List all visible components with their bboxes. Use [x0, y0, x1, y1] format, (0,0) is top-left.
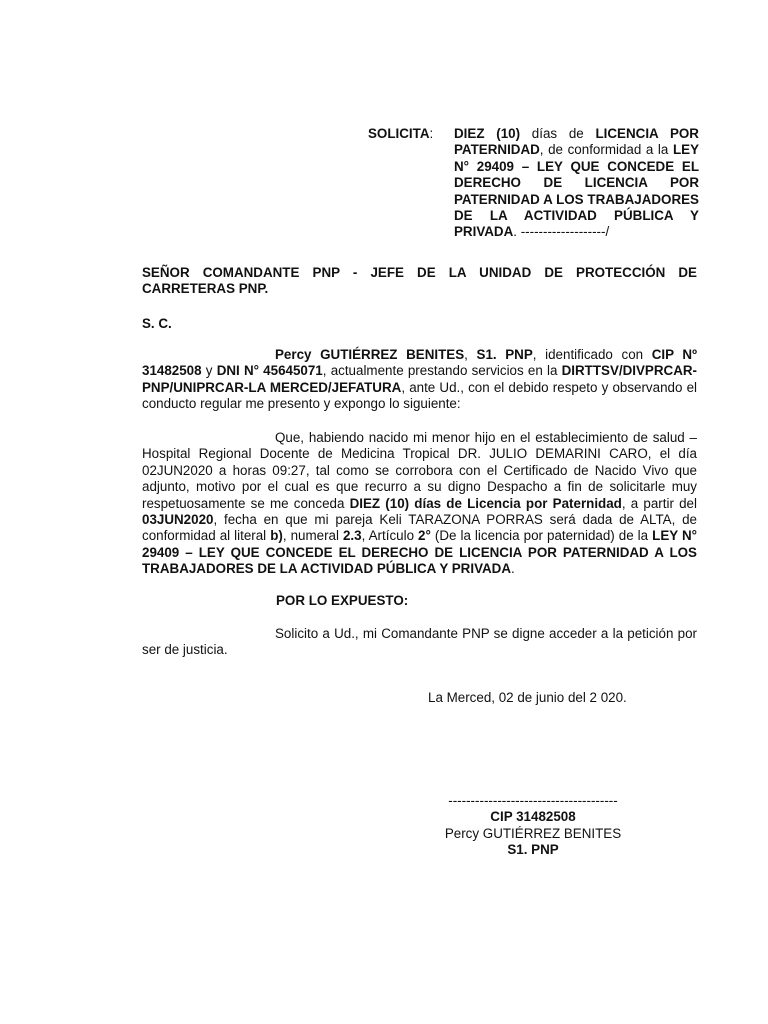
signature-rank: [444, 842, 622, 858]
intro-part: , identificado con: [532, 347, 652, 362]
solicita-subject: [454, 126, 699, 241]
intro-part: y: [201, 363, 217, 379]
body-text: [142, 430, 697, 576]
intro-part-bold: Percy GUTIÉRREZ BENITES: [275, 347, 465, 362]
solicita-label-group: [368, 126, 454, 241]
intro-part-bold: DNI N° 45645071: [216, 363, 323, 379]
intro-part: ,: [464, 347, 477, 362]
body-part: .: [511, 561, 515, 577]
solicita-part: días de: [520, 126, 596, 141]
body-part: , fecha en que mi pareja Keli TARAZONA PORRAS será dada de ALTA, de conformidad al literal: [142, 512, 697, 544]
intro-part: , ante Ud., con el debido respeto y observando el conducto regular me presento y expongo lo siguiente:: [142, 379, 697, 412]
signature-block: [444, 793, 622, 859]
body-part-bold: 03JUN2020: [142, 512, 214, 528]
intro-part-bold: DIRTTSV/DIVPRCAR-PNP/UNIPRCAR-LA MERCED/JEFATURA: [142, 363, 698, 395]
body-part: , Artículo: [361, 528, 419, 544]
solicita-part: . -------------------/: [513, 224, 610, 240]
intro-part-bold: CIP Nº 31482508: [142, 347, 697, 379]
body-part-bold: DIEZ (10) días de Licencia por Paternidad: [349, 495, 622, 511]
signature-rank-text: S1. PNP: [507, 842, 559, 858]
body-part-bold: LEY N° 29409 – LEY QUE CONCEDE EL DERECHO DE LICENCIA POR PATERNIDAD A LOS TRABAJADORES DE LA ACTIVIDAD PÚBLICA Y PRIVADA: [142, 528, 697, 577]
solicita-part: , de conformidad a la: [539, 142, 673, 158]
solicita-part-bold: LEY N° 29409 – LEY QUE CONCEDE EL DERECHO DE LICENCIA POR PATERNIDAD A LOS TRABAJADORES DE LA ACTIVIDAD PÚBLICA Y PRIVADA: [454, 142, 699, 240]
body-part-bold: 2.3: [342, 528, 362, 544]
signature-cip-text: CIP 31482508: [490, 809, 576, 825]
intro-text: [142, 347, 697, 411]
addressee: [142, 265, 697, 298]
intro-part-bold: S1. PNP: [476, 347, 533, 362]
solicita-header: [368, 126, 699, 241]
sc-line: [142, 316, 172, 331]
body-part-bold: 2°: [418, 528, 431, 544]
body-part: Que, habiendo nacido mi menor hijo en el establecimiento de salud – Hospital Regional Docente de Medicina Tropical DR. JULIO DEMARINI CARO, el día 02JUN2020 a horas 09:27, tal como se corrobora con el Certificado de Nacido Vivo que adjunto, motivo por el cual es que recurro a su digno Despacho a fin de solicitarle muy respetuosamente se me conceda: [142, 430, 697, 511]
solicita-label: SOLICITA: [368, 126, 430, 141]
body-part: , a partir del: [621, 495, 697, 511]
body-part-bold: b): [270, 528, 283, 544]
por-lo-expuesto-text: POR LO EXPUESTO:: [276, 593, 409, 608]
place-date: La Merced, 02 de junio del 2 020.: [428, 690, 627, 705]
signature-cip: [444, 809, 622, 825]
intro-part: , actualmente prestando servicios en la: [322, 363, 562, 379]
solicito-paragraph: [142, 626, 697, 659]
por-lo-expuesto: [276, 593, 408, 608]
signature-name: Percy GUTIÉRREZ BENITES: [444, 825, 622, 841]
intro-paragraph: [142, 347, 697, 413]
body-part: (De la licencia por paternidad) de la: [430, 528, 653, 544]
solicita-part-bold: LICENCIA POR PATERNIDAD: [454, 126, 699, 158]
solicita-colon: :: [429, 126, 434, 141]
solicita-part-bold: DIEZ (10): [454, 126, 521, 141]
body-paragraph: [142, 430, 697, 578]
body-part: , numeral: [282, 528, 343, 544]
solicito-text: Solicito a Ud., mi Comandante PNP se digne acceder a la petición por ser de justicia.: [142, 626, 697, 658]
sc-text: S. C.: [142, 316, 172, 331]
signature-line: --------------------------------------: [448, 793, 618, 808]
addressee-text: SEÑOR COMANDANTE PNP - JEFE DE LA UNIDAD DE PROTECCIÓN DE CARRETERAS PNP.: [142, 265, 697, 297]
